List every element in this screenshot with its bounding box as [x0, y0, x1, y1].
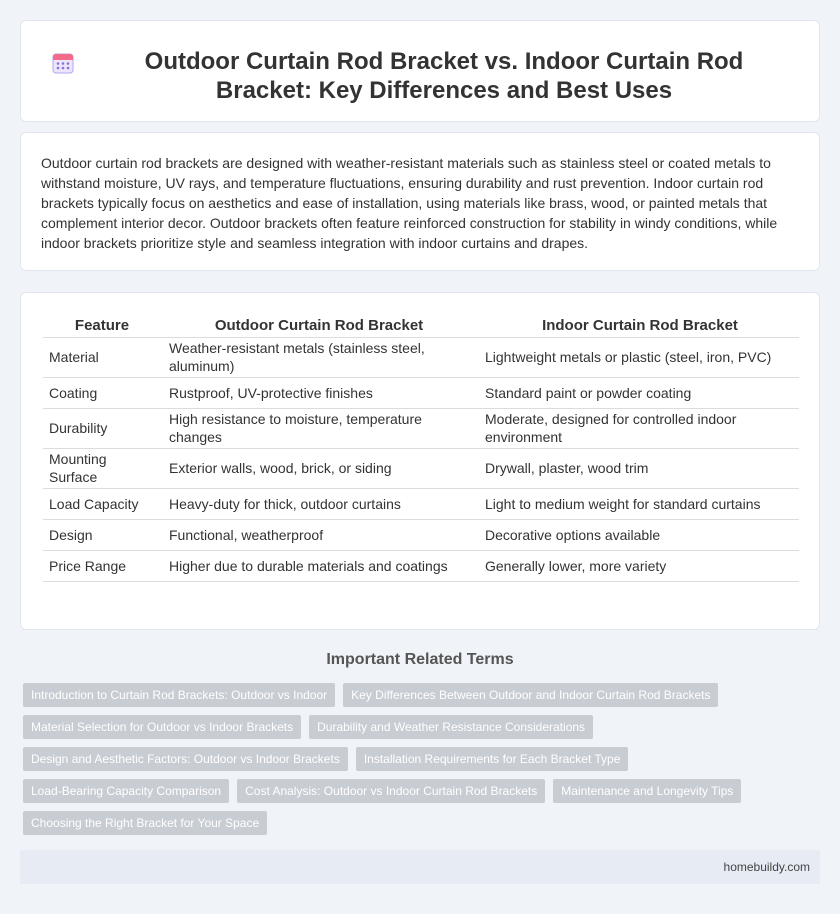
- cell-outdoor: Higher due to durable materials and coatings: [161, 550, 477, 581]
- header-feature: Feature: [43, 315, 161, 337]
- cell-outdoor: Functional, weatherproof: [161, 519, 477, 550]
- cell-indoor: Light to medium weight for standard curtains: [477, 488, 799, 519]
- related-term-tag[interactable]: Maintenance and Longevity Tips: [553, 779, 741, 803]
- title-card: [20, 20, 820, 122]
- related-term-tag[interactable]: Key Differences Between Outdoor and Indoor Curtain Rod Brackets: [343, 683, 718, 707]
- cell-feature: Material: [43, 337, 161, 377]
- cell-feature: Price Range: [43, 550, 161, 581]
- related-term-tag[interactable]: Choosing the Right Bracket for Your Space: [23, 811, 267, 835]
- page-title: Outdoor Curtain Rod Bracket vs. Indoor Curtain Rod Bracket: Key Differences and Best Uses: [144, 48, 744, 104]
- related-term-tag[interactable]: Load-Bearing Capacity Comparison: [23, 779, 229, 803]
- related-terms-title: Important Related Terms: [326, 651, 514, 668]
- related-term-tag[interactable]: Durability and Weather Resistance Considerations: [309, 715, 593, 739]
- related-term-tag[interactable]: Installation Requirements for Each Bracket Type: [356, 747, 629, 771]
- calendar-icon: [51, 51, 75, 75]
- cell-outdoor: Heavy-duty for thick, outdoor curtains: [161, 488, 477, 519]
- footer-site-link[interactable]: homebuildy.com: [723, 860, 810, 874]
- cell-feature: Coating: [43, 377, 161, 408]
- comparison-card: [20, 292, 820, 630]
- related-term-tag[interactable]: Cost Analysis: Outdoor vs Indoor Curtain Rod Brackets: [237, 779, 545, 803]
- footer: [20, 850, 820, 884]
- cell-outdoor: High resistance to moisture, temperature changes: [161, 408, 477, 448]
- cell-indoor: Decorative options available: [477, 519, 799, 550]
- related-term-tag[interactable]: Material Selection for Outdoor vs Indoor Brackets: [23, 715, 301, 739]
- cell-indoor: Drywall, plaster, wood trim: [477, 448, 799, 488]
- cell-indoor: Standard paint or powder coating: [477, 377, 799, 408]
- cell-indoor: Lightweight metals or plastic (steel, iron, PVC): [477, 337, 799, 377]
- intro-card: [20, 132, 820, 271]
- cell-outdoor: Weather-resistant metals (stainless steel, aluminum): [161, 337, 477, 377]
- related-terms-list: [23, 683, 823, 835]
- header-indoor: Indoor Curtain Rod Bracket: [477, 315, 799, 337]
- table-row: [43, 377, 799, 408]
- header-outdoor: Outdoor Curtain Rod Bracket: [161, 315, 477, 337]
- table-row: [43, 488, 799, 519]
- cell-feature: Mounting Surface: [43, 448, 161, 488]
- table-row: [43, 519, 799, 550]
- comparison-table: [43, 315, 799, 582]
- table-row: [43, 408, 799, 448]
- table-row: [43, 337, 799, 377]
- table-row: [43, 550, 799, 581]
- table-row: [43, 448, 799, 488]
- cell-outdoor: Rustproof, UV-protective finishes: [161, 377, 477, 408]
- table-header-row: [43, 315, 799, 337]
- cell-feature: Design: [43, 519, 161, 550]
- cell-indoor: Moderate, designed for controlled indoor environment: [477, 408, 799, 448]
- cell-feature: Durability: [43, 408, 161, 448]
- cell-feature: Load Capacity: [43, 488, 161, 519]
- intro-paragraph: Outdoor curtain rod brackets are designed with weather-resistant materials such as stainless steel or coated metals to withstand moisture, UV rays, and temperature fluctuations, ensuring durability and rust prevention. Indoor curtain rod brackets typically focus on aesthetics and ease of installation, using materials like brass, wood, or painted metals that complement interior decor. Outdoor brackets often feature reinforced construction for stability in windy conditions, while indoor brackets prioritize style and seamless integration with indoor curtains and drapes.: [41, 155, 778, 251]
- cell-outdoor: Exterior walls, wood, brick, or siding: [161, 448, 477, 488]
- related-term-tag[interactable]: Design and Aesthetic Factors: Outdoor vs Indoor Brackets: [23, 747, 348, 771]
- related-term-tag[interactable]: Introduction to Curtain Rod Brackets: Outdoor vs Indoor: [23, 683, 335, 707]
- cell-indoor: Generally lower, more variety: [477, 550, 799, 581]
